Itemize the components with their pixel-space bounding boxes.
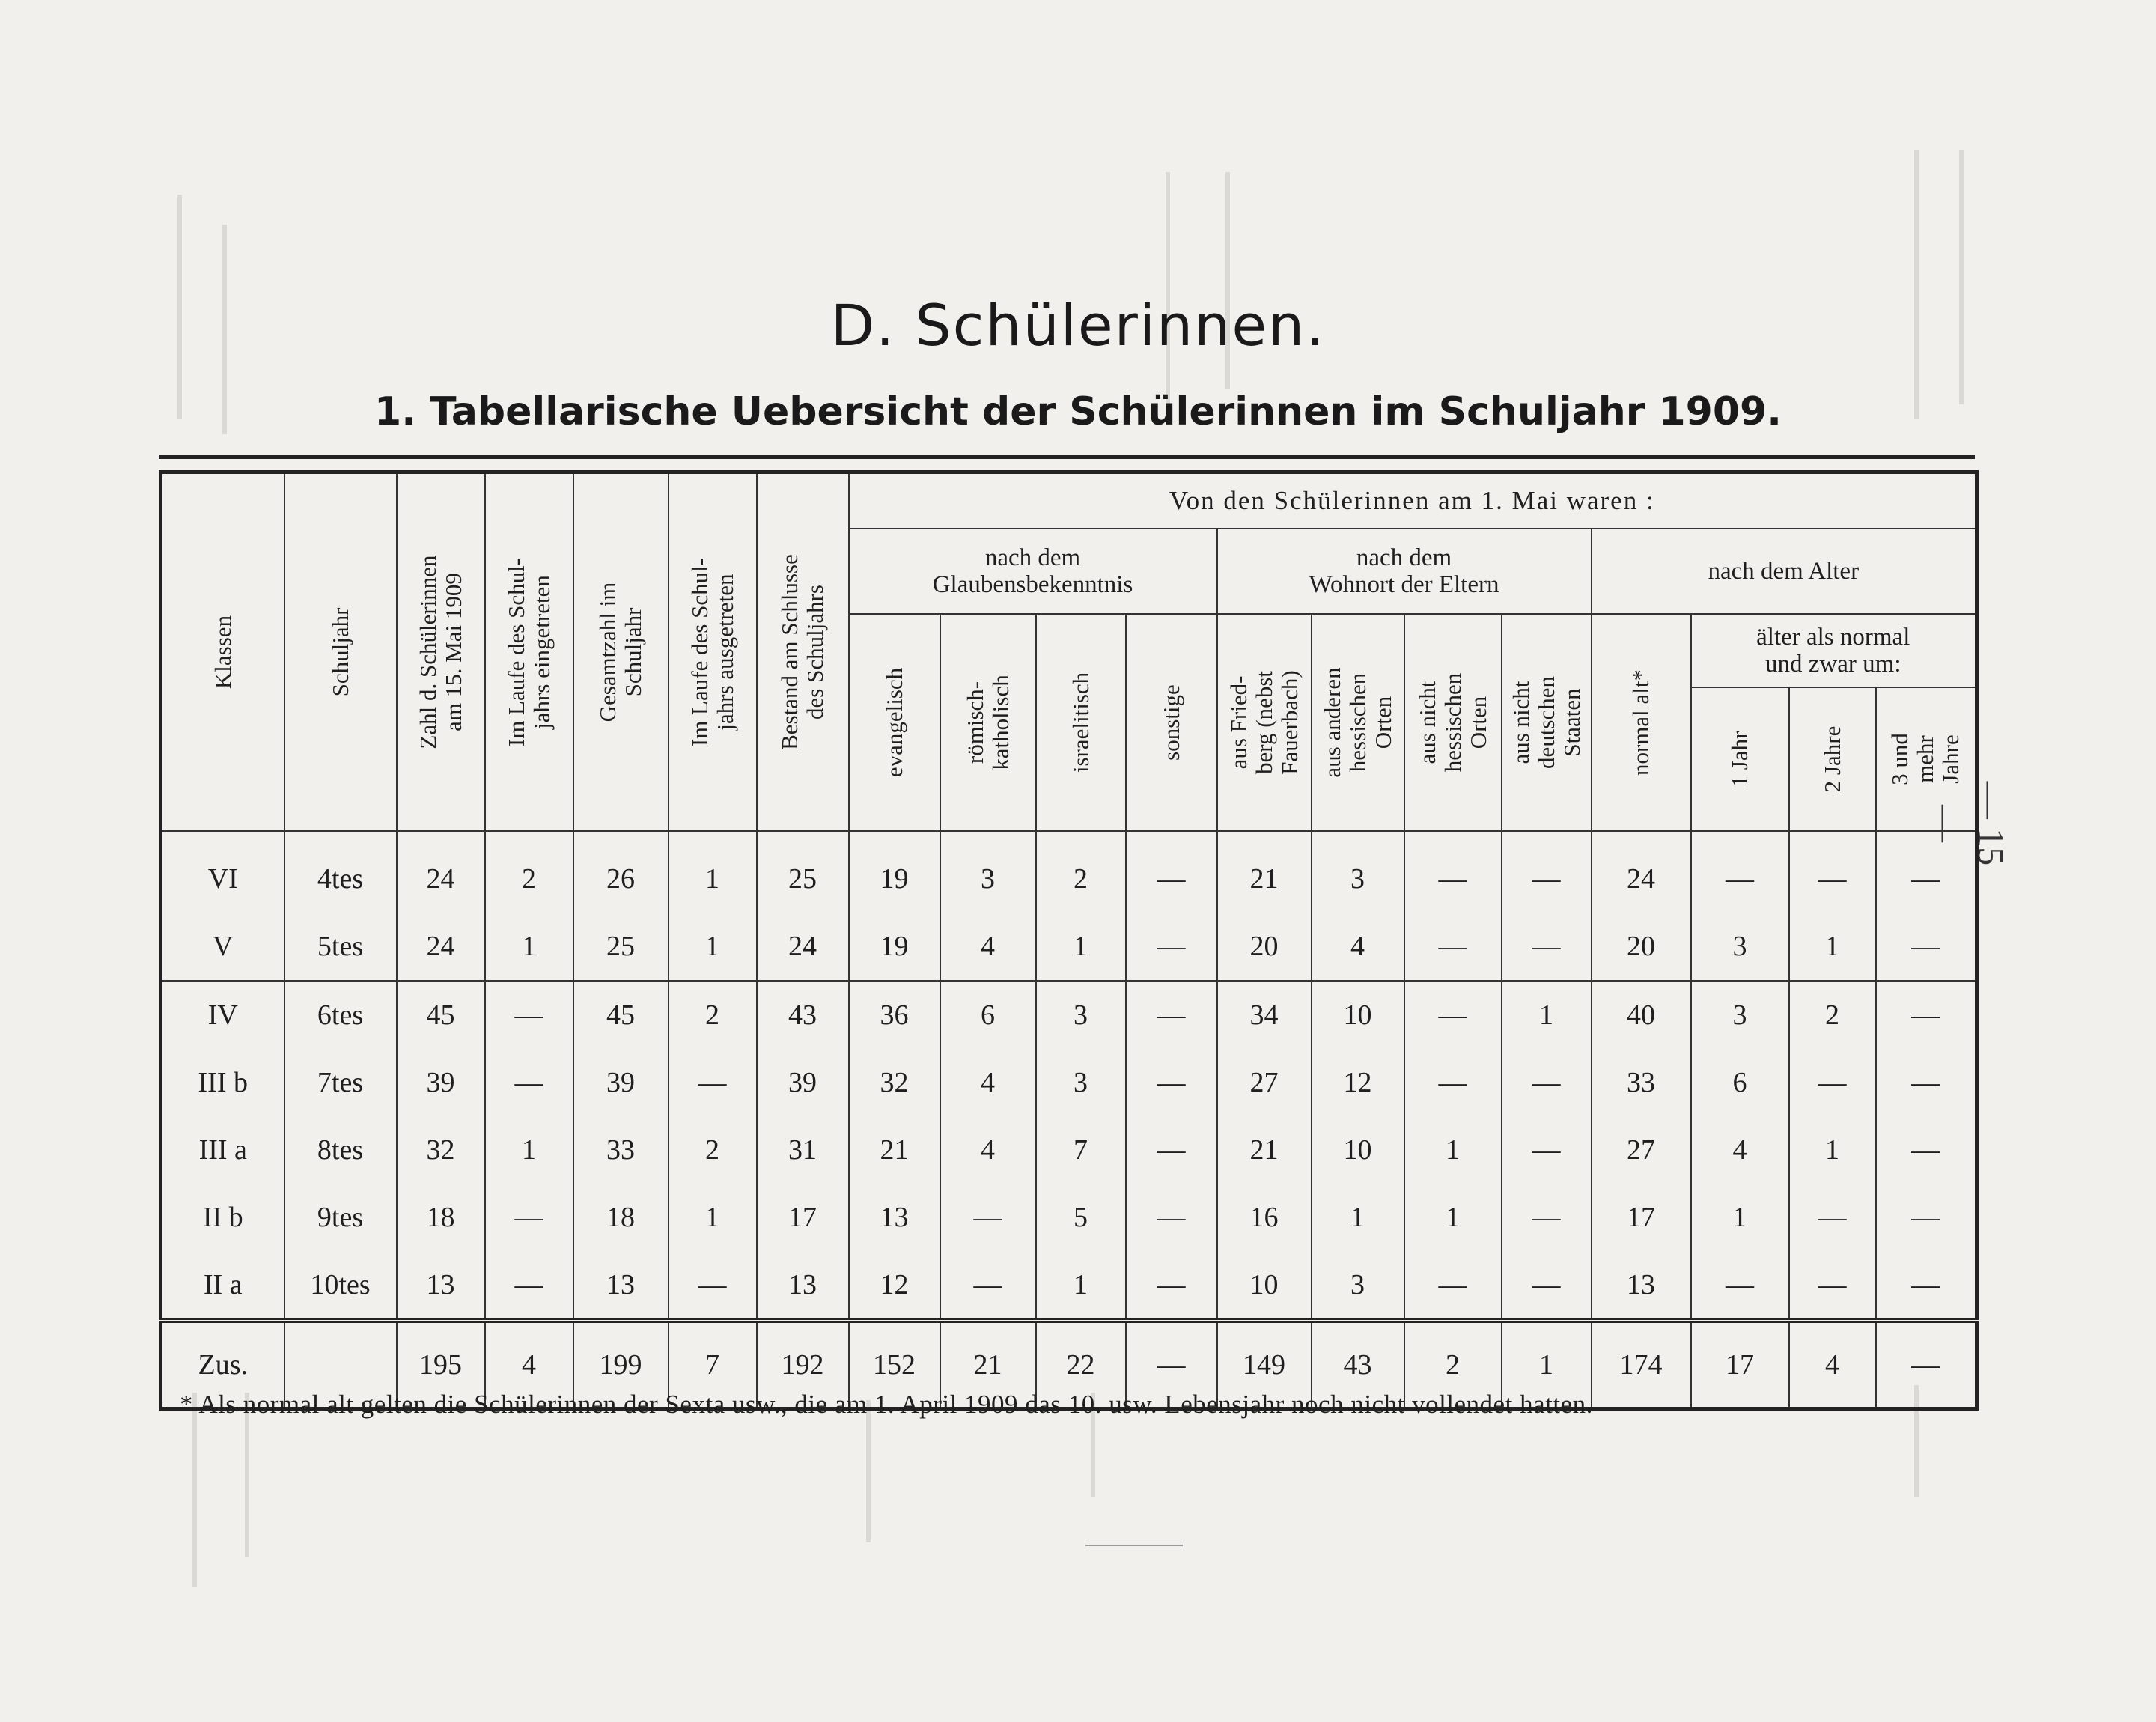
page-number: — 15 — — [1925, 781, 2012, 866]
header-alter: nach dem Alter — [1592, 529, 1977, 614]
cell-evangelisch: 32 — [849, 1049, 940, 1116]
cell-katholisch: 4 — [940, 1116, 1036, 1184]
cell-sonstige: — — [1126, 1184, 1217, 1251]
header-2-jahre: 2 Jahre — [1789, 687, 1876, 831]
cell-3-jahre: — — [1876, 1251, 1977, 1321]
cell-1-jahr: 4 — [1691, 1116, 1789, 1184]
total-normal-alt: 174 — [1592, 1321, 1691, 1409]
total-gesamtzahl: 199 — [573, 1321, 669, 1409]
student-overview-table — [159, 470, 1979, 1411]
header-glaubensbekenntnis: nach dem Glaubensbekenntnis — [849, 529, 1217, 614]
cell-nicht-hessen: — — [1404, 1251, 1502, 1321]
cell-friedberg: 27 — [1217, 1049, 1312, 1116]
cell-hessen: 4 — [1312, 913, 1404, 981]
cell-katholisch: 3 — [940, 831, 1036, 913]
page-title: D. Schülerinnen. — [830, 292, 1326, 359]
cell-hessen: 12 — [1312, 1049, 1404, 1116]
bottom-rule — [1085, 1545, 1183, 1546]
cell-evangelisch: 36 — [849, 981, 940, 1049]
cell-evangelisch: 19 — [849, 831, 940, 913]
total-katholisch: 21 — [940, 1321, 1036, 1409]
header-aus-friedberg: aus Fried- berg (nebst Fauerbach) — [1217, 614, 1312, 831]
cell-eingetreten: 2 — [485, 831, 573, 913]
header-israelitisch: israelitisch — [1036, 614, 1126, 831]
cell-ausgetreten: 1 — [669, 831, 757, 913]
top-rule — [159, 455, 1975, 459]
cell-2-jahre: — — [1789, 1049, 1876, 1116]
total-sonstige: — — [1126, 1321, 1217, 1409]
table-row — [161, 913, 1977, 981]
cell-schuljahr: 7tes — [284, 1049, 397, 1116]
cell-klasse: II a — [161, 1251, 284, 1321]
cell-nicht-deutsch: — — [1502, 1251, 1592, 1321]
total-friedberg: 149 — [1217, 1321, 1312, 1409]
cell-nicht-deutsch: — — [1502, 1049, 1592, 1116]
total-ausgetreten: 7 — [669, 1321, 757, 1409]
header-zahl-15-mai: Zahl d. Schülerinnen am 15. Mai 1909 — [397, 472, 485, 832]
header-aelter-als-normal: älter als normal und zwar um: — [1691, 614, 1977, 687]
cell-eingetreten: — — [485, 1251, 573, 1321]
cell-zahl: 24 — [397, 913, 485, 981]
cell-hessen: 10 — [1312, 1116, 1404, 1184]
header-1-jahr: 1 Jahr — [1691, 687, 1789, 831]
cell-nicht-hessen: — — [1404, 1049, 1502, 1116]
cell-2-jahre: — — [1789, 1184, 1876, 1251]
cell-nicht-hessen: 1 — [1404, 1184, 1502, 1251]
header-normal-alt: normal alt* — [1592, 614, 1691, 831]
header-aus-nicht-hessischen-orten: aus nicht hessischen Orten — [1404, 614, 1502, 831]
table-title: 1. Tabellarische Uebersicht der Schülerinnen im Schuljahr 1909. — [374, 389, 1782, 434]
cell-katholisch: 6 — [940, 981, 1036, 1049]
cell-gesamtzahl: 25 — [573, 913, 669, 981]
cell-2-jahre: 1 — [1789, 913, 1876, 981]
table-row — [161, 1251, 1977, 1321]
cell-bestand: 17 — [757, 1184, 849, 1251]
cell-normal-alt: 33 — [1592, 1049, 1691, 1116]
cell-nicht-hessen: — — [1404, 913, 1502, 981]
header-klassen: Klassen — [161, 472, 284, 832]
cell-friedberg: 16 — [1217, 1184, 1312, 1251]
cell-3-jahre: — — [1876, 1116, 1977, 1184]
cell-eingetreten: — — [485, 1184, 573, 1251]
cell-klasse: VI — [161, 831, 284, 913]
cell-bestand: 24 — [757, 913, 849, 981]
cell-friedberg: 20 — [1217, 913, 1312, 981]
cell-zahl: 45 — [397, 981, 485, 1049]
cell-eingetreten: 1 — [485, 1116, 573, 1184]
total-bestand: 192 — [757, 1321, 849, 1409]
cell-israelitisch: 7 — [1036, 1116, 1126, 1184]
table-row — [161, 1116, 1977, 1184]
cell-nicht-deutsch: — — [1502, 913, 1592, 981]
cell-schuljahr: 5tes — [284, 913, 397, 981]
cell-sonstige: — — [1126, 1049, 1217, 1116]
cell-friedberg: 34 — [1217, 981, 1312, 1049]
cell-normal-alt: 20 — [1592, 913, 1691, 981]
cell-nicht-hessen: — — [1404, 981, 1502, 1049]
cell-ausgetreten: 1 — [669, 913, 757, 981]
cell-israelitisch: 1 — [1036, 913, 1126, 981]
table-row — [161, 831, 1977, 913]
header-ausgetreten: Im Laufe des Schul- jahrs ausgetreten — [669, 472, 757, 832]
header-schuljahr: Schuljahr — [284, 472, 397, 832]
cell-normal-alt: 40 — [1592, 981, 1691, 1049]
total-eingetreten: 4 — [485, 1321, 573, 1409]
cell-3-jahre: — — [1876, 981, 1977, 1049]
table-row — [161, 981, 1977, 1049]
total-nicht-deutsch: 1 — [1502, 1321, 1592, 1409]
header-sonstige: sonstige — [1126, 614, 1217, 831]
header-evangelisch: evangelisch — [849, 614, 940, 831]
cell-israelitisch: 3 — [1036, 1049, 1126, 1116]
header-bestand: Bestand am Schlusse des Schuljahrs — [757, 472, 849, 832]
cell-zahl: 13 — [397, 1251, 485, 1321]
cell-ausgetreten: 1 — [669, 1184, 757, 1251]
cell-2-jahre: — — [1789, 1251, 1876, 1321]
cell-katholisch: — — [940, 1251, 1036, 1321]
cell-nicht-hessen: 1 — [1404, 1116, 1502, 1184]
cell-hessen: 1 — [1312, 1184, 1404, 1251]
cell-gesamtzahl: 26 — [573, 831, 669, 913]
header-3-und-mehr-jahre: 3 und mehr Jahre — [1876, 687, 1977, 831]
cell-schuljahr: 10tes — [284, 1251, 397, 1321]
cell-israelitisch: 2 — [1036, 831, 1126, 913]
cell-gesamtzahl: 39 — [573, 1049, 669, 1116]
cell-1-jahr: 1 — [1691, 1184, 1789, 1251]
cell-friedberg: 21 — [1217, 831, 1312, 913]
cell-normal-alt: 27 — [1592, 1116, 1691, 1184]
cell-evangelisch: 12 — [849, 1251, 940, 1321]
cell-klasse: III b — [161, 1049, 284, 1116]
total-hessen: 43 — [1312, 1321, 1404, 1409]
cell-gesamtzahl: 13 — [573, 1251, 669, 1321]
total-klasse: Zus. — [161, 1321, 284, 1409]
cell-katholisch: 4 — [940, 913, 1036, 981]
cell-2-jahre: — — [1789, 831, 1876, 913]
cell-3-jahre: — — [1876, 1184, 1977, 1251]
cell-normal-alt: 13 — [1592, 1251, 1691, 1321]
cell-schuljahr: 9tes — [284, 1184, 397, 1251]
cell-sonstige: — — [1126, 981, 1217, 1049]
table-row — [161, 1049, 1977, 1116]
cell-hessen: 3 — [1312, 1251, 1404, 1321]
cell-ausgetreten: 2 — [669, 1116, 757, 1184]
header-wohnort: nach dem Wohnort der Eltern — [1217, 529, 1592, 614]
header-aus-nicht-deutschen-staaten: aus nicht deutschen Staaten — [1502, 614, 1592, 831]
cell-bestand: 25 — [757, 831, 849, 913]
cell-evangelisch: 13 — [849, 1184, 940, 1251]
cell-friedberg: 21 — [1217, 1116, 1312, 1184]
header-von-den-schuelerinnen: Von den Schülerinnen am 1. Mai waren : — [849, 472, 1977, 529]
cell-normal-alt: 24 — [1592, 831, 1691, 913]
cell-sonstige: — — [1126, 1116, 1217, 1184]
cell-sonstige: — — [1126, 831, 1217, 913]
cell-klasse: IV — [161, 981, 284, 1049]
header-aus-hessischen-orten: aus anderen hessischen Orten — [1312, 614, 1404, 831]
cell-1-jahr: — — [1691, 1251, 1789, 1321]
cell-katholisch: — — [940, 1184, 1036, 1251]
cell-ausgetreten: 2 — [669, 981, 757, 1049]
cell-israelitisch: 5 — [1036, 1184, 1126, 1251]
cell-klasse: III a — [161, 1116, 284, 1184]
cell-sonstige: — — [1126, 1251, 1217, 1321]
cell-sonstige: — — [1126, 913, 1217, 981]
cell-normal-alt: 17 — [1592, 1184, 1691, 1251]
cell-bestand: 39 — [757, 1049, 849, 1116]
total-evangelisch: 152 — [849, 1321, 940, 1409]
cell-nicht-deutsch: 1 — [1502, 981, 1592, 1049]
cell-evangelisch: 21 — [849, 1116, 940, 1184]
cell-klasse: II b — [161, 1184, 284, 1251]
cell-israelitisch: 1 — [1036, 1251, 1126, 1321]
cell-bestand: 43 — [757, 981, 849, 1049]
total-2-jahre: 4 — [1789, 1321, 1876, 1409]
table-row — [161, 1184, 1977, 1251]
cell-nicht-deutsch: — — [1502, 1184, 1592, 1251]
cell-zahl: 39 — [397, 1049, 485, 1116]
cell-3-jahre: — — [1876, 1049, 1977, 1116]
cell-gesamtzahl: 18 — [573, 1184, 669, 1251]
total-zahl: 195 — [397, 1321, 485, 1409]
cell-katholisch: 4 — [940, 1049, 1036, 1116]
cell-eingetreten: — — [485, 981, 573, 1049]
total-1-jahr: 17 — [1691, 1321, 1789, 1409]
cell-3-jahre: — — [1876, 913, 1977, 981]
cell-2-jahre: 2 — [1789, 981, 1876, 1049]
header-katholisch: römisch- katholisch — [940, 614, 1036, 831]
cell-israelitisch: 3 — [1036, 981, 1126, 1049]
cell-evangelisch: 19 — [849, 913, 940, 981]
cell-zahl: 32 — [397, 1116, 485, 1184]
cell-hessen: 3 — [1312, 831, 1404, 913]
cell-friedberg: 10 — [1217, 1251, 1312, 1321]
cell-klasse: V — [161, 913, 284, 981]
cell-gesamtzahl: 33 — [573, 1116, 669, 1184]
cell-schuljahr: 6tes — [284, 981, 397, 1049]
cell-1-jahr: 3 — [1691, 913, 1789, 981]
cell-schuljahr: 4tes — [284, 831, 397, 913]
header-gesamtzahl: Gesamtzahl im Schuljahr — [573, 472, 669, 832]
cell-2-jahre: 1 — [1789, 1116, 1876, 1184]
cell-eingetreten: — — [485, 1049, 573, 1116]
total-3-jahre: — — [1876, 1321, 1977, 1409]
footnote: * Als normal alt gelten die Schülerinnen der Sexta usw., die am 1. April 1909 das 10. usw. Lebensjahr noch nicht vollendet hatten. — [180, 1390, 1593, 1419]
cell-1-jahr: 6 — [1691, 1049, 1789, 1116]
cell-gesamtzahl: 45 — [573, 981, 669, 1049]
cell-zahl: 18 — [397, 1184, 485, 1251]
total-israelitisch: 22 — [1036, 1321, 1126, 1409]
cell-nicht-deutsch: — — [1502, 1116, 1592, 1184]
cell-nicht-deutsch: — — [1502, 831, 1592, 913]
cell-hessen: 10 — [1312, 981, 1404, 1049]
cell-ausgetreten: — — [669, 1049, 757, 1116]
cell-3-jahre: — — [1876, 831, 1977, 913]
header-eingetreten: Im Laufe des Schul- jahrs eingetreten — [485, 472, 573, 832]
cell-schuljahr: 8tes — [284, 1116, 397, 1184]
cell-zahl: 24 — [397, 831, 485, 913]
cell-bestand: 31 — [757, 1116, 849, 1184]
cell-eingetreten: 1 — [485, 913, 573, 981]
cell-1-jahr: 3 — [1691, 981, 1789, 1049]
cell-ausgetreten: — — [669, 1251, 757, 1321]
cell-nicht-hessen: — — [1404, 831, 1502, 913]
total-nicht-hessen: 2 — [1404, 1321, 1502, 1409]
cell-1-jahr: — — [1691, 831, 1789, 913]
cell-bestand: 13 — [757, 1251, 849, 1321]
